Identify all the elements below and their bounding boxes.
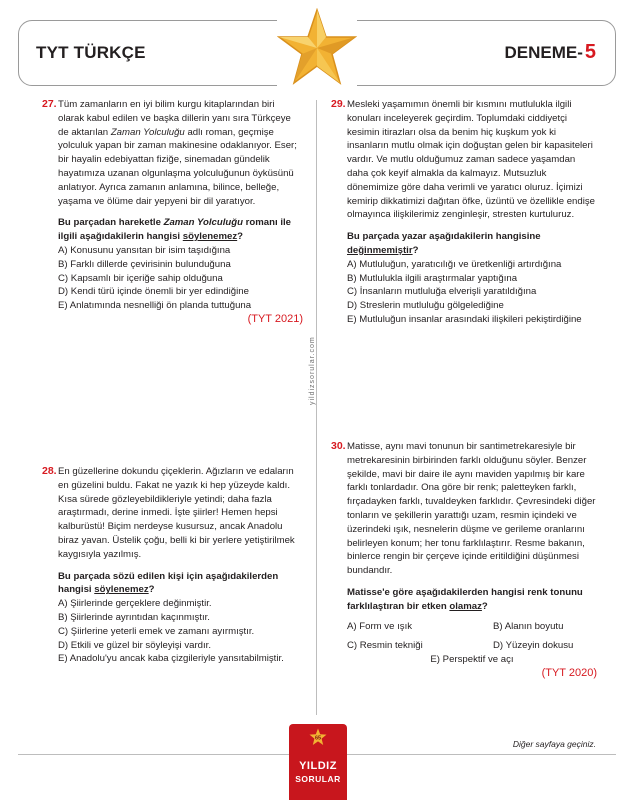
option-d[interactable]: D) Yüzeyin dokusu <box>493 640 574 652</box>
option-e[interactable]: E) Mutluluğun insanlar arasındaki ilişkileri pekiştirdiğine <box>347 313 582 325</box>
option-e[interactable]: E) Anadolu'yu ancak kaba çizgileriyle yansıtabilmiştir. <box>58 653 284 665</box>
question-stem: Bu parçadan hareketle Zaman Yolculuğu romanı ile ilgili aşağıdakilerin hangisi söylenemez? <box>58 217 291 243</box>
question-source: (TYT 2020) <box>541 666 597 679</box>
option-a[interactable]: A) Form ve ışık <box>347 620 413 632</box>
option-d[interactable]: D) Etkili ve güzel bir söyleyişi vardır. <box>58 639 212 651</box>
option-b[interactable]: B) Mutlulukla ilgili araştırmalar yaptığına <box>347 272 518 284</box>
star-badge-icon <box>309 728 327 746</box>
side-url-text: yildizsorular.com <box>309 336 316 405</box>
question-number: 30. <box>331 440 346 452</box>
star-emblem-icon <box>277 8 357 88</box>
option-d[interactable]: D) Streslerin mutluluğu gölgelediğine <box>347 300 504 312</box>
question-28 <box>42 465 303 666</box>
exam-label: DENEME <box>504 43 578 62</box>
logo-line2: SORULAR <box>295 774 341 784</box>
option-c[interactable]: C) Resmin tekniği <box>347 640 423 652</box>
option-c[interactable]: C) İnsanların mutluluğa elverişli yaratıldığına <box>347 286 537 298</box>
option-d[interactable]: D) Kendi türü içinde önemli bir yer edindiğine <box>58 286 249 298</box>
question-number: 29. <box>331 98 346 110</box>
logo-line1: YILDIZ <box>299 760 337 772</box>
option-b[interactable]: B) Şiirlerinde ayrıntıdan kaçınmıştır. <box>58 611 210 623</box>
question-stem: Bu parçada sözü edilen kişi için aşağıdakilerden hangisi söylenemez? <box>58 570 279 596</box>
option-b[interactable]: B) Alanın boyutu <box>493 620 564 632</box>
question-source: (TYT 2021) <box>247 312 303 325</box>
logo-badge-number: 65 <box>314 735 322 742</box>
option-b[interactable]: B) Farklı dillerde çevirisinin bulunduğuna <box>58 258 231 270</box>
subject-title: TYT TÜRKÇE <box>36 43 146 62</box>
publisher-logo <box>289 724 347 800</box>
question-29 <box>331 98 597 327</box>
question-number: 27. <box>42 98 57 110</box>
question-passage: En güzellerine dokundu çiçeklerin. Ağızların ve edaların en güzelini buldu. Fakat ne yazık ki hep yüzeyde kaldı. Kısa sürede gözleyebildikleriyle yetindi; daha fazla araştırmadı, derine inmedi. İşte şiirler! Hemen hepsi kalburüstü! Biçim nerdeyse kusursuz, ancak Anadolu biraz yavan. Üstelik çoğu, belli ki bir yerlere yetiştirilmek kaygısıyla yazılmış. <box>58 466 295 560</box>
option-c[interactable]: C) Şiirlerine yeterli emek ve zamanı ayırmıştır. <box>58 625 255 637</box>
option-a[interactable]: A) Mutluluğun, yaratıcılığı ve üretkenliği artırdığına <box>347 258 562 270</box>
option-c[interactable]: C) Kapsamlı bir içeriğe sahip olduğuna <box>58 272 223 284</box>
exam-sep: - <box>577 43 583 62</box>
question-30 <box>331 440 597 681</box>
question-number: 28. <box>42 465 57 477</box>
option-e[interactable]: E) Perspektif ve açı <box>430 654 514 666</box>
question-passage: Matisse, aynı mavi tonunun bir santimetrekaresiyle bir metrekaresinin birbirinden farklı olduğunu söyler. Benzer şekilde, mavi bir daire ile aynı maviden yapılmış bir kare farklı tonlardadır. Ona göre bir renk; paletteyken farklı, fırçadayken farklı, tuvaldeyken farklıdır. Çevresindeki diğer tonların ve şekillerin yarattığı uzam, resmin içindeki ve üzerindeki ışık, nesnelerin düşme ve gerileme oranlarını belirleyen konum; her tonu farklılaştırır. Resme bakanın, binlerce rengin bir çerçeve içinde eritildiğini düşünmesi bundandır. <box>347 441 596 577</box>
exam-title <box>504 41 596 64</box>
question-stem: Matisse'e göre aşağıdakilerden hangisi renk tonunu farklılaştıran bir etken olamaz? <box>347 586 583 612</box>
options-grid <box>347 620 597 654</box>
question-passage: Mesleki yaşamımın önemli bir kısmını mutlulukla ilgili konuları inceleyerek geçirdim. Toplumdaki ciddiyetçi kesimin itirazları olsa da benim hiç kuşkum yok ki insanların mutlu olmak için doğuştan gelen bir kapasiteleri vardır. Ve mutlu olduğumuz zaman sadece yaşamdan daha çok keyif almakla da kalmayız. Mutsuzluk dönemimize göre daha verimli ve yaratıcı oluruz. İçimizi kemirip dikkatimizi dağıtan öfke, üzüntü ve özellikle endişe olmayınca ilişkilerimiz zenginleşir, stresten kurtuluruz. <box>347 99 595 221</box>
option-a[interactable]: A) Şiirlerinde gerçeklere değinmiştir. <box>58 598 212 610</box>
column-divider <box>316 100 317 715</box>
option-e[interactable]: E) Anlatımında nesnelliği ön planda tuttuğuna <box>58 300 252 312</box>
question-27 <box>42 98 303 327</box>
question-passage: Tüm zamanların en iyi bilim kurgu kitaplarından biri olarak kabul edilen ve başka dillerin yanı sıra Türkçeye de aktarılan Zaman Yolculuğu adlı roman, geçmişe yolculuk yapan bir zaman makinesine odaklanıyor. Eser; bir hayalin edebiyattan fiziğe, sinemadan gündelik hayatımıza uzanan olgunlaşma yolculuğunun öyküsünü anlatıyor. Ayrıca zamanın anlamına, bilince, belleğe, yaşama ve ölüme dair yepyeni bir dil yaratıyor. <box>58 99 297 207</box>
question-stem: Bu parçada yazar aşağıdakilerin hangisine değinmemiştir? <box>347 231 541 256</box>
option-a[interactable]: A) Konusunu yansıtan bir isim taşıdığına <box>58 244 231 256</box>
exam-number: 5 <box>584 41 596 63</box>
next-page-note: Diğer sayfaya geçiniz. <box>512 739 596 749</box>
